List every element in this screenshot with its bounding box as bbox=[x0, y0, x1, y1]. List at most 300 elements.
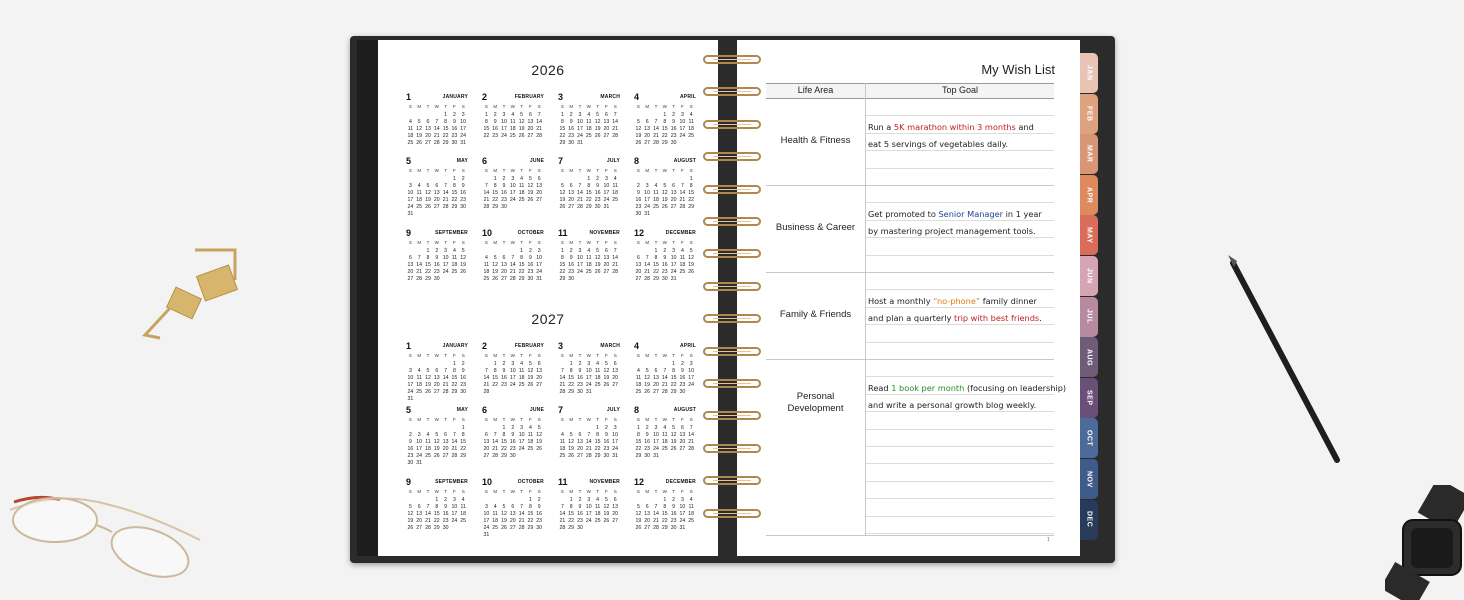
spiral-ring bbox=[703, 249, 761, 258]
day-number: 22 bbox=[492, 197, 499, 203]
weekday-label: T bbox=[654, 168, 658, 173]
weekday-label: F bbox=[529, 240, 532, 245]
day-number: 13 bbox=[612, 368, 619, 374]
day-number: 21 bbox=[559, 518, 566, 524]
day-number: 15 bbox=[492, 375, 499, 381]
month-name: NOVEMBER bbox=[589, 479, 620, 485]
weekday-label: W bbox=[662, 168, 667, 173]
day-number: 29 bbox=[501, 453, 507, 459]
month-block bbox=[558, 94, 620, 154]
month-number: 3 bbox=[558, 341, 564, 351]
day-number: 11 bbox=[483, 262, 490, 268]
day-number: 15 bbox=[518, 262, 525, 268]
month-number: 5 bbox=[406, 405, 412, 415]
weekday-label: M bbox=[569, 417, 574, 422]
month-name: APRIL bbox=[680, 94, 696, 100]
weekday-label: S bbox=[613, 104, 617, 109]
day-number: 29 bbox=[527, 525, 534, 531]
day-number: 25 bbox=[653, 204, 659, 210]
month-tab-jul[interactable] bbox=[1080, 297, 1098, 337]
month-number: 1 bbox=[406, 92, 412, 102]
day-number: 3 bbox=[408, 368, 412, 374]
day-number: 19 bbox=[603, 511, 610, 517]
day-number: 9 bbox=[645, 432, 649, 438]
day-number: 6 bbox=[417, 504, 421, 510]
day-number: 12 bbox=[407, 511, 414, 517]
day-number: 24 bbox=[688, 382, 695, 388]
weekday-label: F bbox=[681, 489, 684, 494]
month-name: JUNE bbox=[529, 158, 544, 164]
day-number: 7 bbox=[452, 432, 456, 438]
day-number: 30 bbox=[433, 276, 440, 282]
day-number: 2 bbox=[435, 248, 439, 254]
day-number: 27 bbox=[536, 197, 543, 203]
day-number: 6 bbox=[408, 255, 412, 261]
day-number: 12 bbox=[518, 119, 525, 125]
day-number: 10 bbox=[460, 119, 467, 125]
day-number: 16 bbox=[451, 126, 458, 132]
day-number: 8 bbox=[461, 432, 465, 438]
day-number: 21 bbox=[536, 126, 543, 132]
day-number: 4 bbox=[426, 432, 430, 438]
day-number: 26 bbox=[492, 276, 499, 282]
weekday-label: M bbox=[645, 489, 650, 494]
goal-text: family dinner bbox=[980, 296, 1037, 306]
day-number: 26 bbox=[460, 269, 467, 275]
day-number: 11 bbox=[662, 432, 668, 438]
day-number: 25 bbox=[518, 382, 525, 388]
day-number: 2 bbox=[408, 432, 412, 438]
day-number: 30 bbox=[670, 525, 677, 531]
row-separator bbox=[766, 185, 1054, 186]
day-number: 4 bbox=[689, 112, 693, 118]
day-number: 11 bbox=[407, 126, 414, 132]
day-number: 18 bbox=[518, 190, 525, 196]
day-number: 10 bbox=[451, 504, 458, 510]
month-tab-feb[interactable] bbox=[1080, 94, 1098, 134]
weekday-label: S bbox=[689, 104, 693, 109]
weekday-label: S bbox=[408, 353, 412, 358]
day-number: 9 bbox=[435, 255, 439, 261]
day-number: 5 bbox=[596, 248, 600, 254]
day-number: 29 bbox=[433, 525, 440, 531]
weekday-label: T bbox=[596, 168, 599, 173]
weekday-label: T bbox=[426, 104, 430, 109]
day-number: 15 bbox=[568, 375, 575, 381]
day-number: 1 bbox=[596, 425, 600, 431]
day-grid bbox=[634, 176, 696, 220]
day-number: 12 bbox=[635, 511, 642, 517]
weekday-row bbox=[406, 240, 468, 246]
day-number: 14 bbox=[585, 439, 592, 445]
weekday-row bbox=[558, 489, 620, 495]
day-number: 13 bbox=[635, 262, 642, 268]
day-number: 22 bbox=[559, 269, 566, 275]
day-number: 29 bbox=[653, 276, 659, 282]
day-number: 31 bbox=[407, 396, 414, 402]
month-block bbox=[634, 343, 696, 403]
day-number: 29 bbox=[568, 389, 575, 395]
day-number: 22 bbox=[425, 269, 431, 275]
weekday-label: W bbox=[510, 104, 515, 109]
month-tab-mar[interactable] bbox=[1080, 134, 1098, 174]
day-number: 17 bbox=[407, 197, 414, 203]
day-number: 11 bbox=[518, 183, 525, 189]
day-number: 24 bbox=[577, 269, 583, 275]
year-2026-title: 2026 bbox=[531, 62, 565, 78]
day-number: 2 bbox=[663, 248, 667, 254]
day-number: 29 bbox=[585, 204, 592, 210]
month-tab-jun[interactable] bbox=[1080, 256, 1098, 296]
cover-inner-edge bbox=[357, 40, 378, 556]
day-number: 27 bbox=[416, 525, 423, 531]
day-number: 27 bbox=[644, 140, 651, 146]
day-number: 1 bbox=[426, 248, 430, 254]
day-number: 13 bbox=[612, 504, 619, 510]
day-number: 16 bbox=[442, 511, 449, 517]
weekday-label: M bbox=[493, 417, 498, 422]
day-number: 11 bbox=[416, 190, 422, 196]
day-number: 20 bbox=[433, 197, 440, 203]
month-block bbox=[558, 479, 620, 539]
month-header bbox=[406, 343, 468, 352]
day-number: 25 bbox=[661, 446, 668, 452]
day-number: 14 bbox=[442, 375, 449, 381]
row-separator bbox=[766, 359, 1054, 360]
day-grid bbox=[558, 248, 620, 292]
day-number: 31 bbox=[536, 276, 543, 282]
weekday-label: T bbox=[444, 353, 447, 358]
day-number: 18 bbox=[483, 269, 490, 275]
page-number: 1 bbox=[1047, 537, 1050, 543]
day-number: 12 bbox=[527, 183, 534, 189]
spiral-ring bbox=[703, 347, 761, 356]
weekday-label: M bbox=[645, 240, 650, 245]
day-number: 6 bbox=[426, 119, 430, 125]
day-number: 17 bbox=[536, 262, 543, 268]
day-number: 12 bbox=[425, 375, 431, 381]
day-number: 24 bbox=[679, 518, 686, 524]
day-number: 31 bbox=[483, 532, 490, 538]
month-tab-aug[interactable] bbox=[1080, 337, 1098, 377]
day-number: 2 bbox=[493, 112, 497, 118]
day-number: 19 bbox=[425, 382, 431, 388]
day-number: 3 bbox=[645, 183, 649, 189]
day-number: 19 bbox=[568, 446, 575, 452]
writing-line bbox=[866, 115, 1054, 116]
day-number: 12 bbox=[635, 126, 642, 132]
day-number: 18 bbox=[661, 439, 668, 445]
weekday-label: T bbox=[578, 489, 582, 494]
day-number: 17 bbox=[518, 439, 525, 445]
day-number: 16 bbox=[527, 262, 534, 268]
weekday-label: S bbox=[636, 104, 640, 109]
day-number: 20 bbox=[425, 133, 431, 139]
day-grid bbox=[558, 497, 620, 541]
weekday-label: T bbox=[672, 489, 675, 494]
day-number: 6 bbox=[537, 176, 541, 182]
day-number: 7 bbox=[613, 248, 617, 254]
weekday-label: M bbox=[645, 353, 650, 358]
day-number: 17 bbox=[451, 511, 458, 517]
day-number: 13 bbox=[577, 439, 583, 445]
day-number: 16 bbox=[670, 511, 677, 517]
day-number: 26 bbox=[425, 204, 431, 210]
day-number: 4 bbox=[663, 425, 667, 431]
month-block bbox=[558, 230, 620, 290]
day-number: 12 bbox=[568, 439, 575, 445]
day-number: 2 bbox=[502, 176, 506, 182]
month-name: MAY bbox=[456, 158, 468, 164]
day-number: 3 bbox=[654, 425, 658, 431]
life-area-label: Family & Friends bbox=[779, 309, 852, 320]
weekday-label: S bbox=[560, 168, 564, 173]
goal-text-line bbox=[868, 397, 1054, 413]
goal-text: and plan a quarterly bbox=[868, 313, 955, 324]
month-number: 6 bbox=[482, 405, 488, 415]
weekday-row bbox=[558, 417, 620, 423]
day-number: 27 bbox=[425, 140, 431, 146]
month-name: FEBRUARY bbox=[514, 343, 544, 349]
day-number: 16 bbox=[407, 446, 414, 452]
day-number: 22 bbox=[594, 446, 601, 452]
day-number: 4 bbox=[528, 425, 532, 431]
day-number: 17 bbox=[483, 518, 490, 524]
month-block bbox=[482, 479, 544, 539]
day-number: 10 bbox=[577, 255, 583, 261]
month-tab-apr[interactable] bbox=[1080, 175, 1098, 215]
weekday-label: M bbox=[417, 104, 422, 109]
day-number: 2 bbox=[604, 425, 608, 431]
day-number: 1 bbox=[636, 425, 640, 431]
day-number: 29 bbox=[425, 276, 431, 282]
weekday-label: W bbox=[662, 240, 667, 245]
day-number: 1 bbox=[520, 248, 524, 254]
day-number: 16 bbox=[635, 197, 642, 203]
day-number: 9 bbox=[663, 255, 667, 261]
weekday-label: F bbox=[529, 168, 532, 173]
day-number: 27 bbox=[653, 389, 659, 395]
day-number: 19 bbox=[527, 375, 534, 381]
weekday-row bbox=[482, 168, 544, 174]
day-number: 8 bbox=[663, 504, 667, 510]
day-number: 16 bbox=[433, 262, 440, 268]
day-grid bbox=[634, 361, 696, 405]
day-number: 30 bbox=[679, 389, 686, 395]
day-number: 9 bbox=[502, 183, 506, 189]
day-number: 17 bbox=[509, 375, 516, 381]
month-block bbox=[634, 158, 696, 218]
month-block bbox=[482, 407, 544, 467]
day-number: 6 bbox=[569, 183, 573, 189]
writing-line bbox=[866, 429, 1054, 430]
month-tab-dec[interactable] bbox=[1080, 500, 1098, 540]
weekday-label: T bbox=[444, 489, 447, 494]
weekday-row bbox=[634, 417, 696, 423]
month-tab-jan[interactable] bbox=[1080, 53, 1098, 93]
day-number: 30 bbox=[635, 211, 642, 217]
day-number: 17 bbox=[688, 375, 695, 381]
day-number: 28 bbox=[425, 525, 431, 531]
day-grid bbox=[634, 497, 696, 541]
day-number: 17 bbox=[679, 126, 686, 132]
day-number: 7 bbox=[484, 183, 488, 189]
day-number: 4 bbox=[520, 176, 524, 182]
day-number: 28 bbox=[559, 525, 566, 531]
day-number: 9 bbox=[569, 255, 573, 261]
day-number: 29 bbox=[442, 140, 449, 146]
month-name: NOVEMBER bbox=[589, 230, 620, 236]
day-number: 4 bbox=[520, 361, 524, 367]
day-number: 11 bbox=[688, 119, 694, 125]
day-number: 27 bbox=[603, 269, 610, 275]
day-number: 19 bbox=[661, 197, 668, 203]
day-number: 31 bbox=[603, 204, 610, 210]
day-number: 26 bbox=[603, 382, 610, 388]
day-number: 15 bbox=[425, 262, 431, 268]
weekday-label: T bbox=[596, 353, 599, 358]
month-tab-label: FEB bbox=[1085, 105, 1093, 122]
day-grid bbox=[406, 497, 468, 541]
day-number: 24 bbox=[670, 269, 677, 275]
day-number: 2 bbox=[528, 248, 532, 254]
month-name: JANUARY bbox=[442, 94, 468, 100]
weekday-label: S bbox=[613, 489, 617, 494]
day-number: 11 bbox=[416, 375, 422, 381]
month-block bbox=[558, 158, 620, 218]
weekday-label: T bbox=[672, 168, 675, 173]
day-number: 18 bbox=[416, 382, 423, 388]
weekday-label: F bbox=[605, 104, 608, 109]
weekday-label: T bbox=[654, 417, 658, 422]
weekday-label: W bbox=[510, 417, 515, 422]
day-number: 18 bbox=[585, 262, 592, 268]
day-number: 29 bbox=[688, 204, 695, 210]
day-number: 15 bbox=[527, 511, 534, 517]
month-block bbox=[482, 343, 544, 403]
day-number: 16 bbox=[460, 375, 467, 381]
weekday-label: S bbox=[484, 168, 488, 173]
day-number: 18 bbox=[492, 518, 499, 524]
day-number: 15 bbox=[559, 126, 566, 132]
day-number: 27 bbox=[679, 446, 686, 452]
day-number: 15 bbox=[559, 262, 566, 268]
day-number: 1 bbox=[569, 361, 573, 367]
weekday-label: T bbox=[426, 353, 430, 358]
day-number: 29 bbox=[594, 453, 601, 459]
day-number: 5 bbox=[493, 255, 497, 261]
day-number: 20 bbox=[483, 446, 490, 452]
day-number: 11 bbox=[586, 255, 592, 261]
weekday-label: T bbox=[502, 489, 506, 494]
day-number: 13 bbox=[679, 432, 686, 438]
day-number: 22 bbox=[483, 133, 490, 139]
month-tab-nov[interactable] bbox=[1080, 459, 1098, 499]
day-number: 6 bbox=[645, 119, 649, 125]
day-number: 4 bbox=[417, 368, 421, 374]
day-number: 28 bbox=[585, 453, 592, 459]
day-number: 12 bbox=[661, 190, 668, 196]
wish-list-header bbox=[766, 83, 1054, 99]
day-number: 1 bbox=[560, 248, 564, 254]
day-number: 20 bbox=[635, 269, 642, 275]
day-number: 19 bbox=[559, 197, 566, 203]
month-tab-label: OCT bbox=[1085, 430, 1093, 447]
day-grid bbox=[482, 361, 544, 405]
day-number: 26 bbox=[416, 140, 423, 146]
goal-highlight: 5K marathon within 3 months bbox=[893, 122, 1016, 132]
day-number: 23 bbox=[568, 269, 575, 275]
day-number: 31 bbox=[679, 525, 686, 531]
day-number: 7 bbox=[654, 504, 658, 510]
day-number: 1 bbox=[493, 361, 497, 367]
weekday-label: S bbox=[408, 489, 412, 494]
day-number: 21 bbox=[688, 439, 695, 445]
day-number: 23 bbox=[679, 382, 686, 388]
month-name: OCTOBER bbox=[517, 230, 544, 236]
day-number: 23 bbox=[460, 197, 467, 203]
weekday-label: T bbox=[502, 104, 506, 109]
day-number: 28 bbox=[416, 276, 423, 282]
day-number: 5 bbox=[528, 361, 532, 367]
weekday-row bbox=[482, 104, 544, 110]
day-grid bbox=[558, 425, 620, 469]
day-number: 8 bbox=[452, 183, 456, 189]
day-number: 19 bbox=[407, 518, 414, 524]
day-number: 18 bbox=[688, 126, 695, 132]
day-number: 22 bbox=[460, 446, 467, 452]
weekday-label: T bbox=[520, 353, 523, 358]
spiral-ring bbox=[703, 152, 761, 161]
day-number: 16 bbox=[501, 375, 507, 381]
day-number: 24 bbox=[644, 204, 651, 210]
weekday-label: S bbox=[461, 417, 465, 422]
day-number: 21 bbox=[612, 262, 619, 268]
day-number: 10 bbox=[585, 504, 592, 510]
day-number: 20 bbox=[509, 518, 516, 524]
day-number: 15 bbox=[442, 126, 449, 132]
day-number: 16 bbox=[661, 262, 668, 268]
day-number: 27 bbox=[568, 204, 575, 210]
month-tab-oct[interactable] bbox=[1080, 418, 1098, 458]
day-number: 13 bbox=[483, 439, 490, 445]
day-number: 13 bbox=[509, 511, 516, 517]
weekday-label: S bbox=[461, 168, 465, 173]
day-number: 21 bbox=[585, 446, 592, 452]
month-tab-sep[interactable] bbox=[1080, 378, 1098, 418]
day-number: 17 bbox=[679, 511, 686, 517]
month-block bbox=[482, 94, 544, 154]
day-number: 8 bbox=[435, 504, 439, 510]
day-number: 21 bbox=[612, 126, 619, 132]
day-number: 3 bbox=[408, 183, 412, 189]
writing-line bbox=[866, 376, 1054, 377]
day-number: 24 bbox=[577, 133, 583, 139]
month-header bbox=[558, 479, 620, 488]
day-number: 15 bbox=[653, 262, 659, 268]
day-number: 14 bbox=[442, 190, 449, 196]
day-number: 19 bbox=[670, 439, 677, 445]
month-name: DECEMBER bbox=[665, 479, 696, 485]
day-number: 23 bbox=[644, 446, 651, 452]
day-number: 10 bbox=[509, 183, 516, 189]
day-number: 11 bbox=[510, 119, 516, 125]
writing-line bbox=[866, 255, 1054, 256]
day-number: 1 bbox=[689, 176, 693, 182]
month-tab-may[interactable] bbox=[1080, 215, 1098, 255]
day-number: 9 bbox=[511, 432, 515, 438]
day-number: 6 bbox=[435, 183, 439, 189]
